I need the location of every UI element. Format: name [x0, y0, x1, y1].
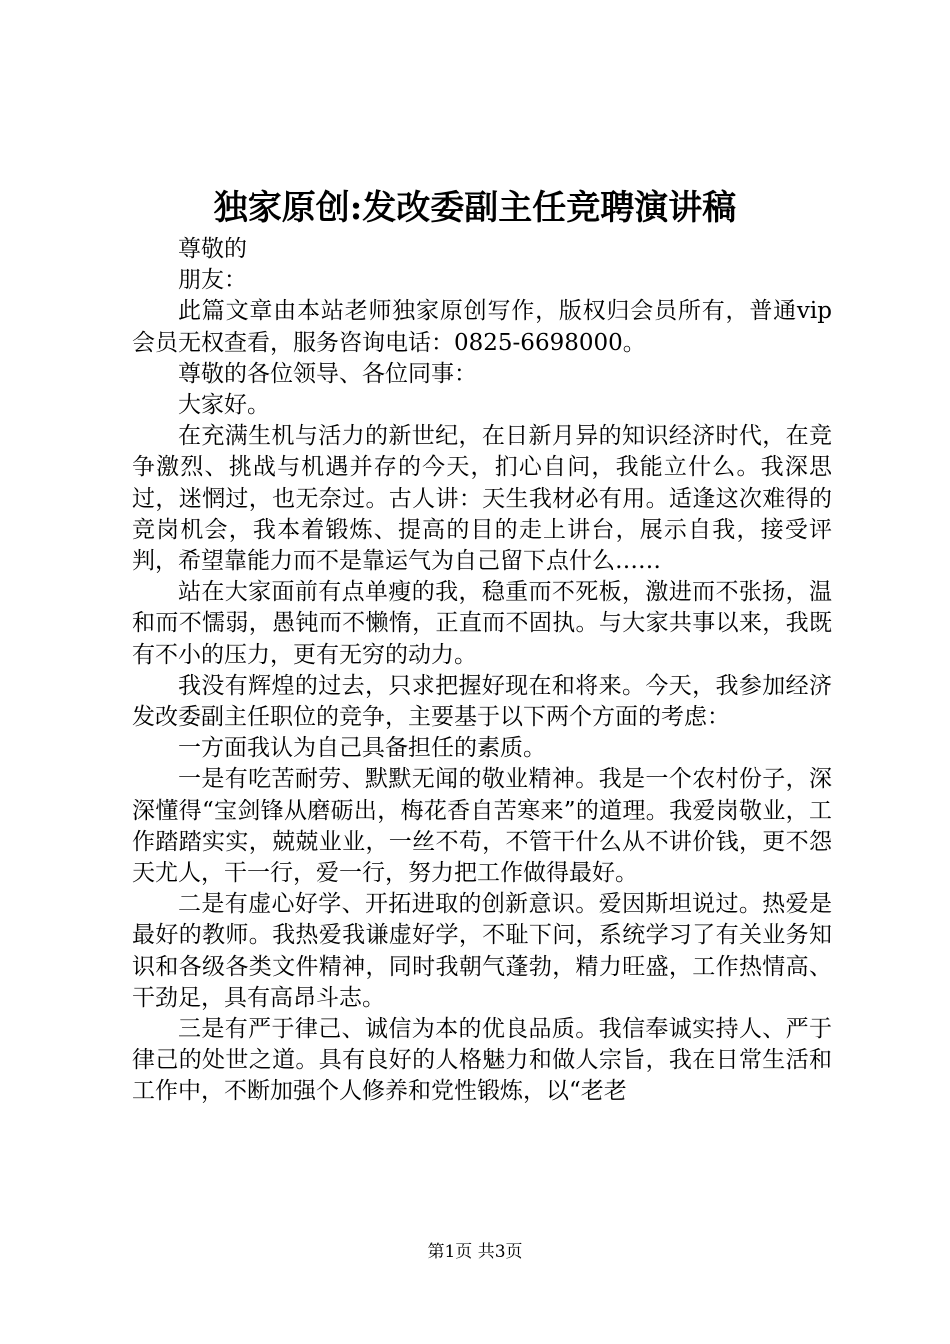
paragraph-body: 我没有辉煌的过去，只求把握好现在和将来。今天，我参加经济发改委副主任职位的竞争，主要基于以下两个方面的考虑：: [132, 672, 832, 731]
paragraph-body: 三是有严于律己、诚信为本的优良品质。我信奉诚实持人、严于律己的处世之道。具有良好的人格魅力和做人宗旨，我在日常生活和工作中，不断加强个人修养和党性锻炼，以“老老: [132, 1016, 832, 1105]
paragraph-salutation-2: 朋友：: [178, 267, 247, 294]
paragraph-copyright-notice: 此篇文章由本站老师独家原创写作，版权归会员所有，普通vip会员无权查看，服务咨询电话：0825-6698000。: [132, 298, 832, 356]
document-title: 独家原创:发改委副主任竞聘演讲稿: [213, 188, 737, 228]
paragraph-body: 一是有吃苦耐劳、默默无闻的敬业精神。我是一个农村份子，深深懂得“宝剑锋从磨砺出，梅花香自苦寒来”的道理。我爱岗敬业，工作踏踏实实，兢兢业业，一丝不苟，不管干什么从不讲价钱，更不怨天尤人，干一行，爱一行，努力把工作做得最好。: [132, 766, 832, 887]
paragraph-body: 一方面我认为自己具备担任的素质。: [178, 735, 546, 762]
paragraph-greeting: 尊敬的各位领导、各位同事：: [178, 360, 477, 387]
document-body: [132, 234, 832, 1108]
paragraph-salutation-1: 尊敬的: [178, 236, 247, 262]
paragraph-body: 站在大家面前有点单瘦的我，稳重而不死板，激进而不张扬，温和而不懦弱，愚钝而不懒惰，正直而不固执。与大家共事以来，我既有不小的压力，更有无穷的动力。: [132, 579, 832, 668]
paragraph-body: 在充满生机与活力的新世纪，在日新月异的知识经济时代，在竞争激烈、挑战与机遇并存的今天，扪心自问，我能立什么。我深思过，迷惘过，也无奈过。古人讲：天生我材必有用。适逢这次难得的竞岗机会，我本着锻炼、提高的目的走上讲台，展示自我，接受评判，希望靠能力而不是靠运气为自己留下点什么……: [132, 423, 832, 575]
paragraph-hello: 大家好。: [178, 392, 270, 419]
paragraph-body: 二是有虚心好学、开拓进取的创新意识。爱因斯坦说过。热爱是最好的教师。我热爱我谦虚好学，不耻下问，系统学习了有关业务知识和各级各类文件精神，同时我朝气蓬勃，精力旺盛，工作热情高、干劲足，具有高昂斗志。: [132, 891, 832, 1011]
page-number-footer: 第1页 共3页: [427, 1242, 523, 1262]
